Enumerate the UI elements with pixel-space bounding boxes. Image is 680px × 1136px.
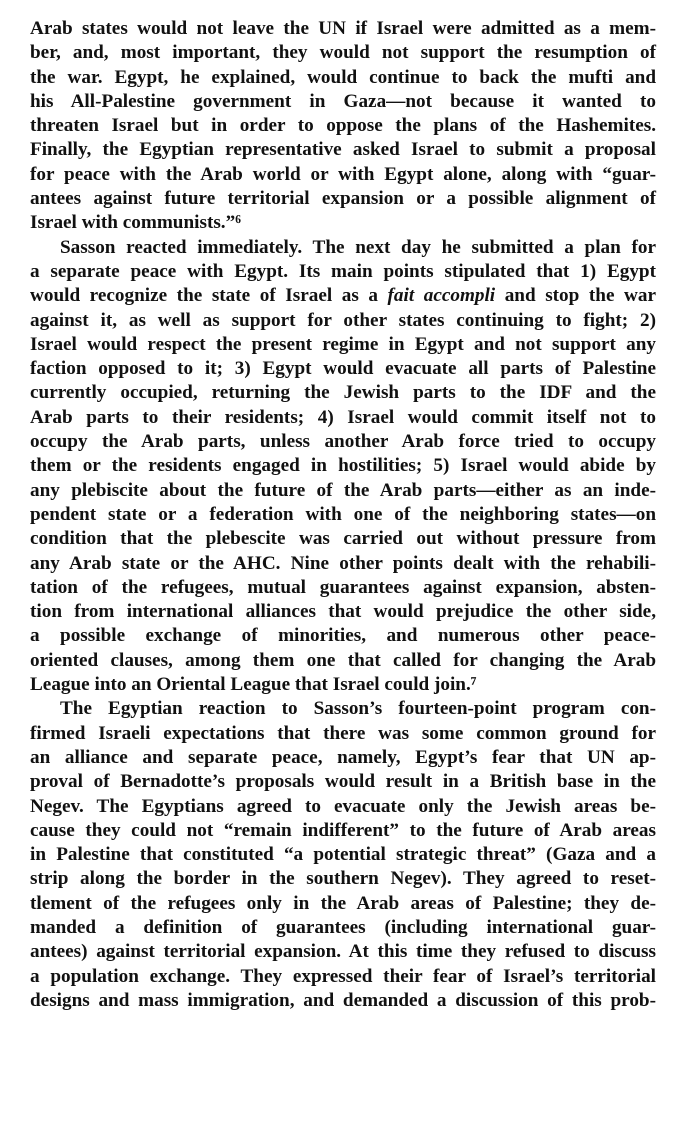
text-line: tlement of the refugees only in the Arab areas of Palestine; they de- [30,892,656,914]
text-line: The Egyptian reaction to Sasson’s fourteen-point program con- [60,698,656,720]
text-line: threaten Israel but in order to oppose the plans of the Hashemites. [30,115,656,137]
text-line: manded a definition of guarantees (including international guar- [30,916,656,938]
text-line: cause they could not “remain indifferent” to the future of Arab areas [30,819,656,841]
text-line: for peace with the Arab world or with Egypt alone, along with “guar- [30,163,656,185]
italic-phrase: fait accompli [387,285,496,307]
text-line: Sasson reacted immediately. The next day he submitted a plan for [60,236,656,258]
text-line: antees against future territorial expansion or a possible alignment of [30,188,656,210]
text-line: any plebiscite about the future of the Arab parts—either as an inde- [30,479,656,501]
text-line: Israel would respect the present regime in Egypt and not support any [30,333,656,355]
text-line: tation of the refugees, mutual guarantees against expansion, absten- [30,576,656,598]
text-line: firmed Israeli expectations that there was some common ground for [30,722,656,744]
text-line: currently occupied, returning the Jewish parts to the IDF and the [30,382,656,404]
text-line: pendent state or a federation with one of the neighboring states—on [30,503,656,525]
text-line: any Arab state or the AHC. Nine other points dealt with the rehabili- [30,552,656,574]
body-text [30,17,656,1013]
text-line: an alliance and separate peace, namely, Egypt’s fear that UN ap- [30,746,656,768]
text-line: Finally, the Egyptian representative asked Israel to submit a proposal [30,139,656,161]
paragraph-3 [30,697,656,1013]
text-line: his All-Palestine government in Gaza—not because it wanted to [30,90,656,112]
text-line: condition that the plebescite was carried out without pressure from [30,528,656,550]
text-line: a possible exchange of minorities, and numerous other peace- [30,625,656,647]
paragraph-1 [30,17,656,236]
text-line: faction opposed to it; 3) Egypt would evacuate all parts of Palestine [30,358,656,380]
text-line: designs and mass immigration, and demanded a discussion of this prob- [30,989,656,1011]
text-line: in Palestine that constituted “a potential strategic threat” (Gaza and a [30,844,656,866]
text-line: Arab parts to their residents; 4) Israel would commit itself not to [30,406,656,428]
text-line: oriented clauses, among them one that called for changing the Arab [30,649,656,671]
text-line: against it, as well as support for other states continuing to fight; 2) [30,309,656,331]
text-line: a population exchange. They expressed their fear of Israel’s territorial [30,965,656,987]
text-line: a separate peace with Egypt. Its main points stipulated that 1) Egypt [30,260,656,282]
text-line: strip along the border in the southern Negev). They agreed to reset- [30,868,656,890]
text-line: occupy the Arab parts, unless another Arab force tried to occupy [30,431,656,453]
text-line: ber, and, most important, they would not support the resumption of [30,42,656,64]
text-line: Israel with communists.”⁶ [30,212,241,234]
text-line: antees) against territorial expansion. At this time they refused to discuss [30,941,656,963]
text-line: the war. Egypt, he explained, would continue to back the mufti and [30,66,656,88]
paragraph-2 [30,236,656,698]
text-line: tion from international alliances that would prejudice the other side, [30,601,656,623]
text-line: proval of Bernadotte’s proposals would result in a British base in the [30,771,656,793]
text-line: Negev. The Egyptians agreed to evacuate only the Jewish areas be- [30,795,656,817]
text-line: would recognize the state of Israel as a fait accompli and stop the war [30,285,656,307]
text-line: League into an Oriental League that Israel could join.⁷ [30,674,477,696]
text-line: Arab states would not leave the UN if Israel were admitted as a mem- [30,18,656,39]
text-line: them or the residents engaged in hostilities; 5) Israel would abide by [30,455,656,477]
